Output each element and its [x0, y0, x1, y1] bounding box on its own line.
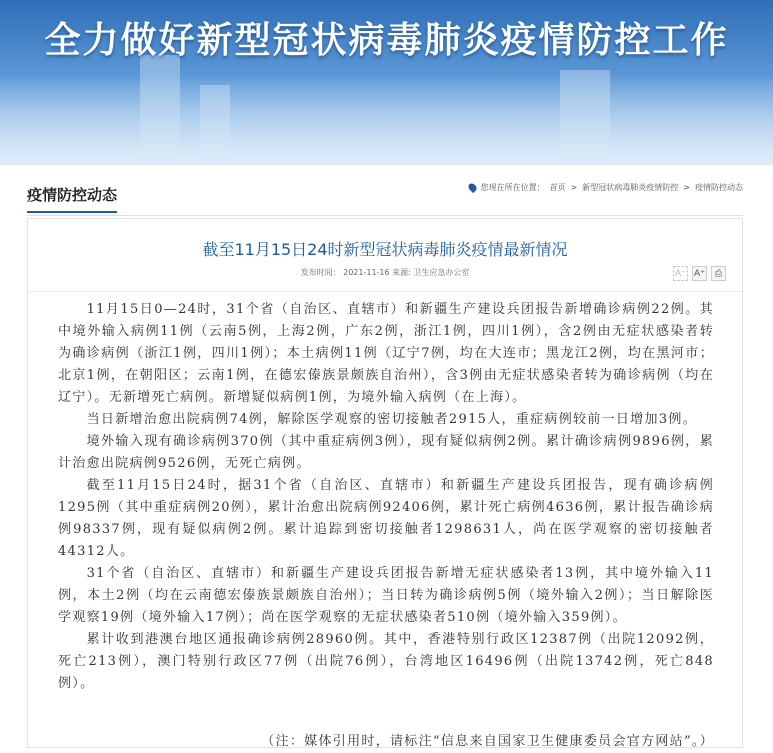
breadcrumb	[469, 182, 743, 193]
article-meta: 发布时间： 2021-11-16 来源: 卫生应急办公室	[300, 268, 470, 277]
breadcrumb-covid[interactable]: 新型冠状病毒肺炎疫情防控	[582, 183, 679, 192]
citation-note: （注：媒体引用时，请标注“信息来自国家卫生健康委员会官方网站”。）	[261, 734, 714, 749]
banner-title: 全力做好新型冠状病毒肺炎疫情防控工作	[44, 20, 729, 61]
breadcrumb-prefix: 您现在所在位置：	[480, 183, 545, 192]
paragraph: 累计收到港澳台地区通报确诊病例28960例。其中，香港特别行政区12387例（出院12092例，死亡213例），澳门特别行政区77例（出院76例），台湾地区16496例（出院13742例，死亡848例）。	[58, 632, 714, 691]
paragraph: 31个省（自治区、直辖市）和新疆生产建设兵团报告新增无症状感染者13例，其中境外输入11例，本土2例（均在云南德宏傣族景颇族自治州）；当日转为确诊病例5例（境外输入2例）；当日解除医学观察19例（境外输入17例）；尚在医学观察的无症状感染者510例（境外输入359例）。	[58, 566, 714, 625]
paragraph: 11月15日0—24时，31个省（自治区、直辖市）和新疆生产建设兵团报告新增确诊病例22例。其中境外输入病例11例（云南5例，上海2例，广东2例，浙江1例，四川1例），含2例由无症状感染者转为确诊病例（浙江1例，四川1例）；本土病例11例（辽宁7例，均在大连市；黑龙江2例，均在黑河市；北京1例，在朝阳区；云南1例，在德宏傣族景颇族自治州），含3例由无症状感染者转为确诊病例（均在辽宁）。无新增死亡病例。新增疑似病例1例，为境外输入病例（在上海）。	[58, 302, 714, 405]
paragraph: 当日新增治愈出院病例74例，解除医学观察的密切接触者2915人，重症病例较前一日增加3例。	[86, 412, 697, 427]
paragraph: 截至11月15日24时，据31个省（自治区、直辖市）和新疆生产建设兵团报告，现有确诊病例1295例（其中重症病例20例），累计治愈出院病例92406例，累计死亡病例4636例，累计报告确诊病例98337例，现有疑似病例2例。累计追踪到密切接触者1298631人，尚在医学观察的密切接触者44312人。	[58, 478, 714, 559]
divider	[28, 291, 742, 292]
banner-skyline	[0, 75, 773, 165]
article-title: 截至11月15日24时新型冠状病毒肺炎疫情最新情况	[202, 240, 568, 259]
font-smaller-button[interactable]: A⁻	[673, 266, 688, 281]
breadcrumb-separator: >	[683, 183, 690, 192]
breadcrumb-current[interactable]: 疫情防控动态	[695, 183, 743, 192]
breadcrumb-home[interactable]: 首页	[549, 183, 566, 192]
article-content	[58, 299, 714, 753]
article-box	[27, 218, 743, 748]
paragraph: 境外输入现有确诊病例370例（其中重症病例3例），现有疑似病例2例。累计确诊病例9896例，累计治愈出院病例9526例，无死亡病例。	[58, 434, 714, 471]
breadcrumb-separator: >	[570, 183, 578, 192]
font-larger-button[interactable]: A⁺	[692, 266, 707, 281]
print-icon[interactable]: ⎙	[711, 266, 726, 281]
article-tools	[673, 266, 726, 281]
section-title: 疫情防控动态	[27, 184, 117, 213]
location-pin-icon	[466, 182, 477, 193]
section-header	[27, 178, 743, 216]
banner	[0, 0, 773, 165]
